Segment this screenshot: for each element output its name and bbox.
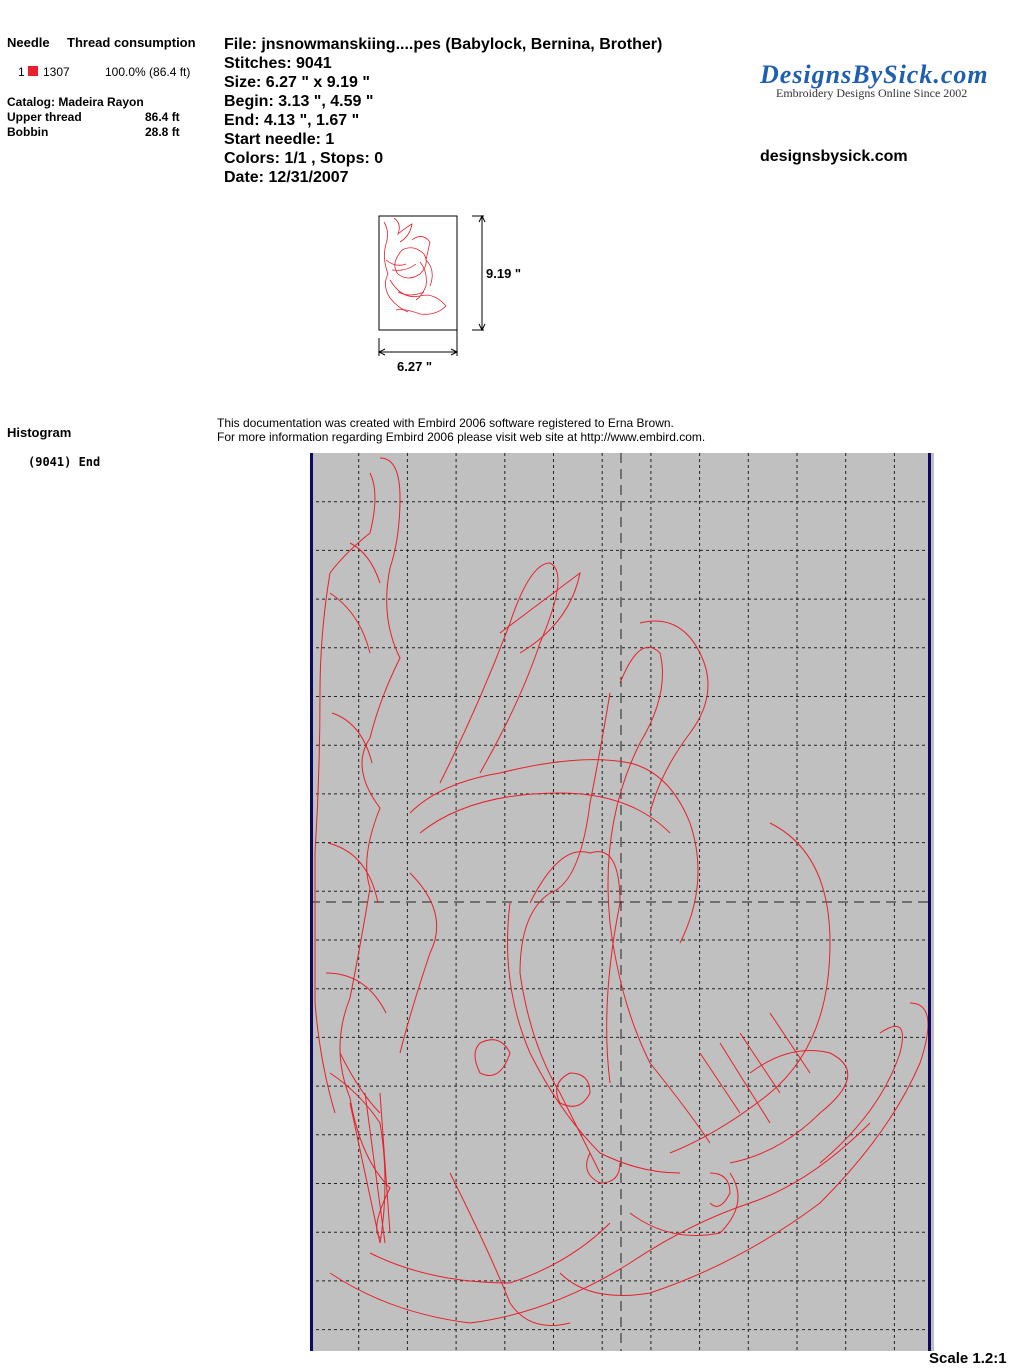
consumption-header: Thread consumption (67, 35, 196, 50)
scale-label: Scale 1.2:1 (929, 1350, 1007, 1367)
upper-thread-label: Upper thread (7, 110, 82, 124)
colors-stops: Colors: 1/1 , Stops: 0 (224, 150, 384, 167)
design-size: Size: 6.27 " x 9.19 " (224, 74, 370, 91)
stitch-count: Stitches: 9041 (224, 55, 332, 72)
histogram-entry: (9041) End (28, 455, 101, 469)
thread-row-needle: 1 (18, 65, 25, 79)
file-info (224, 35, 662, 187)
begin-position: Begin: 3.13 ", 4.59 " (224, 93, 374, 110)
logo-title: DesignsBySick.com (760, 60, 989, 89)
software-notice (217, 416, 705, 444)
catalog-label: Catalog: Madeira Rayon (7, 95, 144, 109)
brand-logo (760, 60, 1000, 101)
brand-url: designsbysick.com (760, 148, 908, 165)
thumbnail-width-label: 6.27 " (397, 359, 433, 374)
logo-subtitle: Embroidery Designs Online Since 2002 (776, 86, 968, 100)
upper-thread-value: 86.4 ft (145, 110, 180, 124)
notice-line-1: This documentation was created with Embird 2006 software registered to Erna Brown. (217, 416, 674, 430)
histogram-title: Histogram (7, 425, 72, 440)
thread-color-swatch (28, 66, 38, 76)
file-name: File: jnsnowmanskiing....pes (Babylock, Bernina, Brother) (224, 36, 663, 53)
design-thumbnail (372, 210, 542, 380)
stitch-preview (310, 453, 934, 1351)
thread-row-code: 1307 (43, 65, 70, 79)
design-date: Date: 12/31/2007 (224, 169, 349, 186)
bobbin-value: 28.8 ft (145, 125, 180, 139)
notice-line-2: For more information regarding Embird 2006 please visit web site at http://www.embird.com. (217, 430, 706, 444)
end-position: End: 4.13 ", 1.67 " (224, 112, 360, 129)
thumbnail-height-label: 9.19 " (486, 266, 522, 281)
start-needle: Start needle: 1 (224, 131, 335, 148)
needle-header: Needle (7, 35, 50, 50)
bobbin-label: Bobbin (7, 125, 49, 139)
thread-row-consumption: 100.0% (86.4 ft) (105, 65, 191, 79)
